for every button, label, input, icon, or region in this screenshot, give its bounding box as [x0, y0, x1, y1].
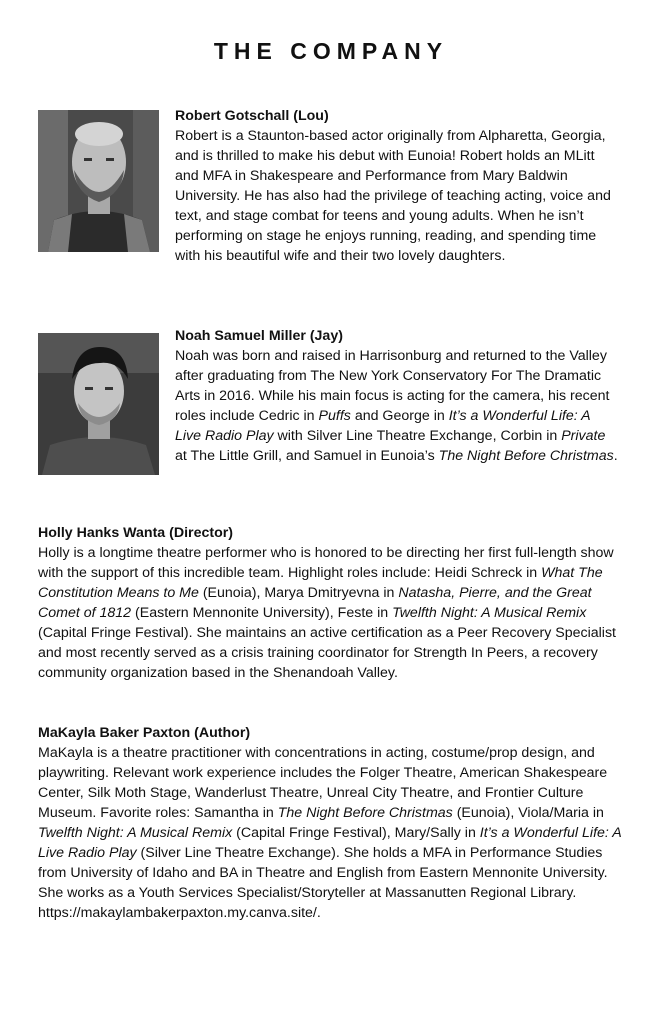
- bio-holly-hanks-wanta: [38, 523, 628, 683]
- member-bio: [175, 126, 620, 266]
- italic-title-run: Twelfth Night: A Musical Remix: [38, 825, 233, 841]
- italic-title-run: The Night Before Christmas: [438, 448, 614, 464]
- member-bio: [38, 543, 628, 683]
- member-name: MaKayla Baker Paxton (Author): [38, 725, 251, 741]
- text-run: Robert is a Staunton-based actor originally from Alpharetta, Georgia, and is thrilled to make his debut with Eunoia! Robert holds an MLitt and MFA in Shakespeare and Performance from Mary Baldwin University. He has also had the privilege of teaching acting, voice and text, and stage combat for teens and young adults. When he isn’t performing on stage he enjoys running, reading, and spending time with his beautiful wife and their two lovely daughters.: [175, 128, 611, 264]
- headshot-photo-noah: [38, 333, 159, 475]
- italic-title-run: Twelfth Night: A Musical Remix: [392, 605, 587, 621]
- member-bio: [175, 346, 620, 466]
- italic-title-run: The Night Before Christmas: [277, 805, 453, 821]
- bio-makayla-baker-paxton: [38, 723, 628, 923]
- member-name: Robert Gotschall (Lou): [175, 108, 329, 124]
- text-run: (Eastern Mennonite University), Feste in: [131, 605, 393, 621]
- italic-title-run: Puffs: [318, 408, 351, 424]
- italic-title-run: Private: [561, 428, 606, 444]
- text-run: with Silver Line Theatre Exchange, Corbin in: [273, 428, 562, 444]
- italic-title-run: It’s a Wonderful Life: A Live Radio Play: [175, 408, 591, 444]
- page-title: THE COMPANY: [213, 38, 449, 64]
- member-bio: [38, 743, 628, 923]
- text-run: (Silver Line Theatre Exchange). She holds a MFA in Performance Studies from University of Idaho and BA in Theatre and English from Eastern Mennonite University. She works as a Youth Services Specialist/Storyteller at Massanutten Regional Library. https://makaylambakerpaxton.my.canva.site/.: [38, 845, 608, 921]
- text-run: (Eunoia), Marya Dmitryevna in: [198, 585, 399, 601]
- text-run: (Capital Fringe Festival). She maintains an active certification as a Peer Recovery Specialist and most recently served as a crisis training coordinator for Strength In Peers, a recovery community organization based in the Shenandoah Valley.: [38, 625, 616, 681]
- text-run: at The Little Grill, and Samuel in Eunoia’s: [175, 448, 439, 464]
- text-run: Holly is a longtime theatre performer who is honored to be directing her first full-length show with the support of this incredible team. Highlight roles include: Heidi Schreck in: [38, 545, 614, 581]
- bio-robert-gotschall: [175, 106, 620, 266]
- text-run: .: [613, 448, 618, 464]
- member-name: Noah Samuel Miller (Jay): [175, 328, 343, 344]
- text-run: and George in: [350, 408, 449, 424]
- text-run: Noah was born and raised in Harrisonburg and returned to the Valley after graduating from The New York Conservatory For The Dramatic Arts in 2016. While his main focus is acting for the camera, his recent roles include Cedric in: [175, 348, 610, 424]
- member-name: Holly Hanks Wanta (Director): [38, 525, 233, 541]
- italic-title-run: It’s a Wonderful Life: A Live Radio Play: [38, 825, 622, 861]
- italic-title-run: What The Constitution Means to Me: [38, 565, 603, 601]
- text-run: (Eunoia), Viola/Maria in: [452, 805, 604, 821]
- text-run: MaKayla is a theatre practitioner with concentrations in acting, costume/prop design, and playwriting. Relevant work experience includes the Folger Theatre, American Shakespeare Center, Silk Moth Stage, Wanderlust Theatre, Unreal City Theatre, and Frontier Culture Museum. Favorite roles: Samantha in: [38, 745, 608, 821]
- headshot-photo-robert: [38, 110, 159, 252]
- bio-noah-samuel-miller: [175, 326, 620, 466]
- italic-title-run: Natasha, Pierre, and the Great Comet of 1812: [38, 585, 592, 621]
- headshot-noah-illustration: [38, 333, 159, 475]
- text-run: (Capital Fringe Festival), Mary/Sally in: [232, 825, 480, 841]
- headshot-robert-illustration: [38, 110, 159, 252]
